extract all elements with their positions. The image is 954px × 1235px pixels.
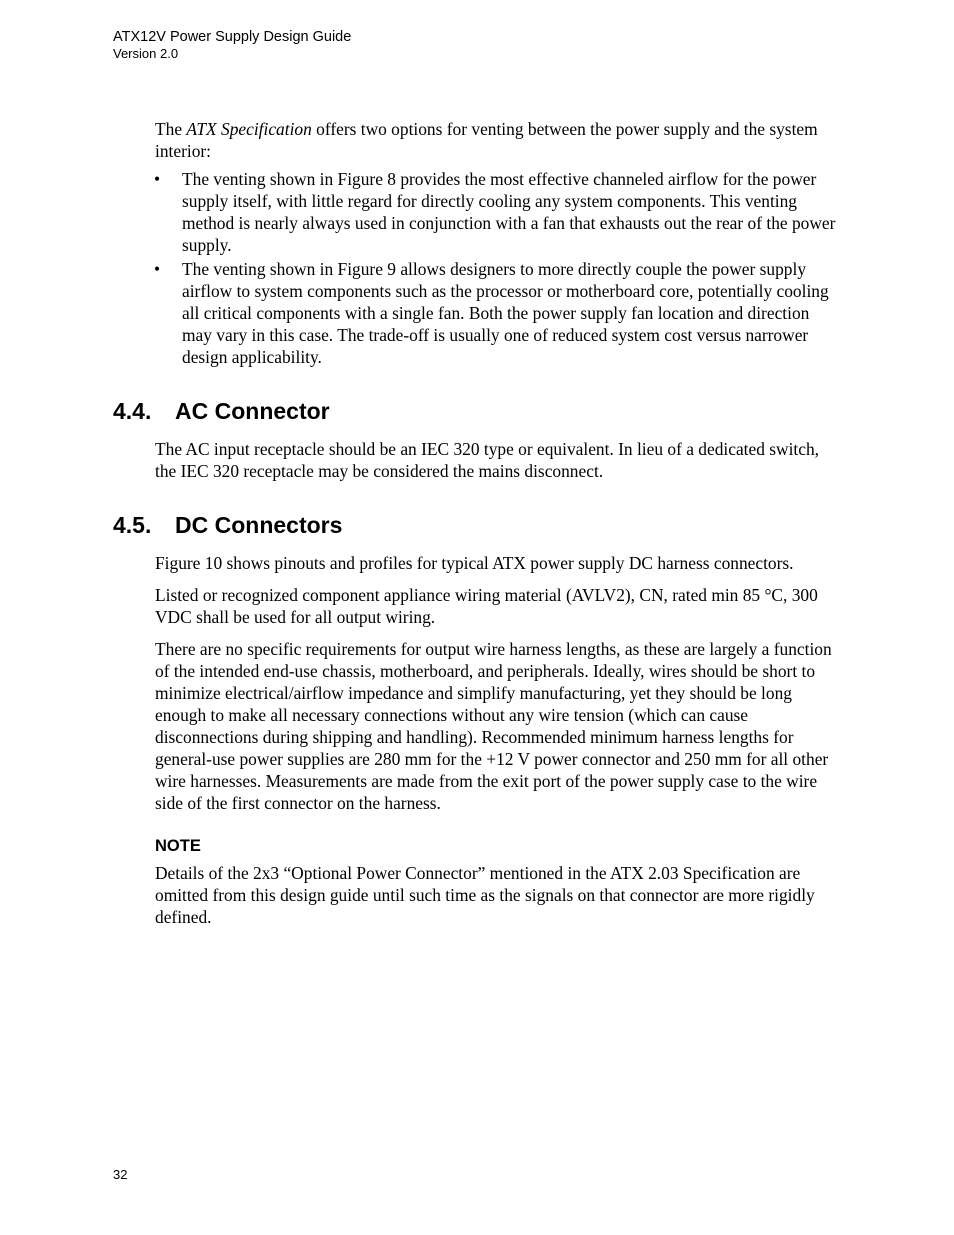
venting-options-list [113,168,843,368]
note-text: Details of the 2x3 “Optional Power Connector” mentioned in the ATX 2.03 Specification are omitted from this design guide until such time as the signals on that connector are more rigidly defined. [155,863,815,927]
document-version: Version 2.0 [113,46,179,61]
section-number: 4.5. [113,512,152,538]
section-heading-ac-connector [113,397,843,425]
page-content [113,118,843,938]
page-header [113,28,351,62]
section-number: 4.4. [113,398,152,424]
section-title: DC Connectors [175,512,343,538]
bullet-marker: • [154,259,161,279]
bullet-marker: • [154,169,161,189]
page-number: 32 [113,1167,128,1182]
intro-paragraph [155,118,843,162]
paragraph: The AC input receptacle should be an IEC 320 type or equivalent. In lieu of a dedicated switch, the IEC 320 receptacle may be considered the mains disconnect. [155,439,820,481]
list-item-text: The venting shown in Figure 8 provides the most effective channeled airflow for the power supply itself, with little regard for directly cooling any system components. This venting method is nearly always used in conjunction with a fan that exhausts out the rear of the power supply. [182,169,836,255]
list-item [154,258,843,368]
section-heading-dc-connectors [113,511,843,539]
intro-text-pre: The [155,119,187,139]
intro-spec-name: ATX Specification [186,119,312,139]
list-item-text: The venting shown in Figure 9 allows designers to more directly couple the power supply airflow to system components such as the processor or motherboard core, potentially cooling all critical components with a single fan. Both the power supply fan location and direction may vary in this case. The trade-off is usually one of reduced system cost versus narrower design applicability. [182,259,829,367]
document-title: ATX12V Power Supply Design Guide [113,29,352,45]
paragraph: Figure 10 shows pinouts and profiles for typical ATX power supply DC harness connectors. [155,553,794,573]
intro-text-post: offers two options for venting between the power supply and the system interior: [155,119,818,161]
paragraph: There are no specific requirements for output wire harness lengths, as these are largely a function of the intended end-use chassis, motherboard, and peripherals. Ideally, wires should be short to minimize electrical/airflow impedance and simplify manufacturing, yet they should be long enough to make all necessary connections without any wire tension (which can cause disconnections during shipping and handling). Recommended minimum harness lengths for general-use power supplies are 280 mm for the +12 V power connector and 250 mm for all other wire harnesses. Measurements are made from the exit port of the power supply case to the wire side of the first connector on the harness. [155,639,832,813]
note-label: NOTE [155,837,201,855]
list-item [154,168,843,256]
section-title: AC Connector [175,398,330,424]
paragraph: Listed or recognized component appliance wiring material (AVLV2), CN, rated min 85 °C, 300 VDC shall be used for all output wiring. [155,585,818,627]
